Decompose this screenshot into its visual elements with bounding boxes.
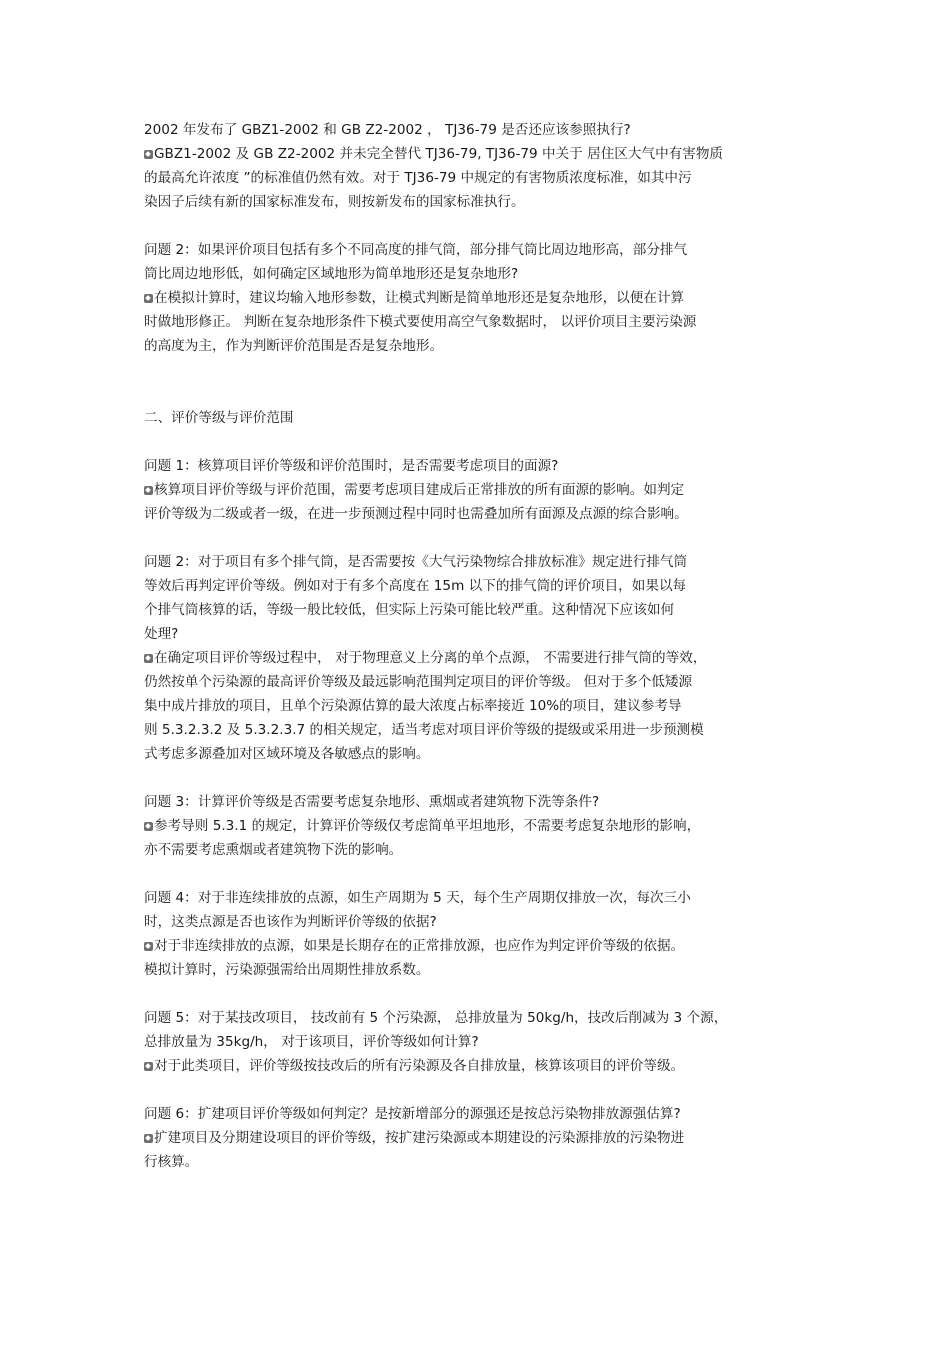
answer-line: 的高度为主，作为判断评价范围是否是复杂地形。 (144, 338, 444, 354)
answer-line: 则 5.3.2.3.2 及 5.3.2.3.7 的相关规定，适当考虑对项目评价等级的提级或采用进一步预测模 (144, 722, 704, 738)
question-line: 问题 4：对于非连续排放的点源，如生产周期为 5 天，每个生产周期仅排放一次，每次三小 (144, 890, 691, 906)
question-line: 处理? (144, 626, 179, 642)
answer-line: GBZ1-2002 及 GB Z2-2002 并未完全替代 TJ36-79, TJ36-79 中关于 居住区大气中有害物质 (144, 142, 814, 166)
question-line: 问题 1：核算项目评价等级和评价范围时，是否需要考虑项目的面源? (144, 458, 559, 474)
document-page (144, 118, 814, 1174)
answer-line: 评价等级为二级或者一级，在进一步预测过程中同时也需叠加所有面源及点源的综合影响。 (144, 506, 688, 522)
answer-bullet-icon (144, 1134, 153, 1143)
answer-line: 参考导则 5.3.1 的规定，计算评价等级仅考虑简单平坦地形，不需要考虑复杂地形的影响， (144, 814, 814, 838)
answer-bullet-icon (144, 654, 153, 663)
question-line: 问题 2：对于项目有多个排气筒，是否需要按《大气污染物综合排放标准》规定进行排气筒 (144, 554, 688, 570)
question-line: 问题 5：对于某技改项目， 技改前有 5 个污染源， 总排放量为 50kg/h，技改后削减为 3 个源， (144, 1010, 728, 1026)
answer-line: 对于非连续排放的点源，如果是长期存在的正常排放源，也应作为判定评价等级的依据。 (144, 934, 814, 958)
question-line: 筒比周边地形低，如何确定区域地形为简单地形还是复杂地形? (144, 266, 519, 282)
answer-line: 的最高允许浓度 ”的标准值仍然有效。对于 TJ36-79 中规定的有害物质浓度标准，如其中污 (144, 170, 692, 186)
question-line: 2002 年发布了 GBZ1-2002 和 GB Z2-2002 ， TJ36-79 是否还应该参照执行? (144, 122, 631, 138)
answer-bullet-icon (144, 150, 153, 159)
answer-line: 行核算。 (144, 1154, 199, 1170)
answer-line: 在模拟计算时，建议均输入地形参数，让模式判断是简单地形还是复杂地形，以便在计算 (144, 286, 814, 310)
answer-line: 染因子后续有新的国家标准发布，则按新发布的国家标准执行。 (144, 194, 525, 210)
question-line: 时，这类点源是否也该作为判断评价等级的依据? (144, 914, 437, 930)
answer-line: 核算项目评价等级与评价范围，需要考虑项目建成后正常排放的所有面源的影响。如判定 (144, 478, 814, 502)
answer-line: 集中成片排放的项目，且单个污染源估算的最大浓度占标率接近 10%的项目，建议参考导 (144, 698, 682, 714)
answer-bullet-icon (144, 1062, 153, 1071)
section-heading: 二、评价等级与评价范围 (144, 410, 294, 426)
answer-line: 仍然按单个污染源的最高评价等级及最远影响范围判定项目的评价等级。 但对于多个低矮源 (144, 674, 693, 690)
question-line: 个排气筒核算的话，等级一般比较低，但实际上污染可能比较严重。这种情况下应该如何 (144, 602, 675, 618)
question-line: 问题 6：扩建项目评价等级如何判定？是按新增部分的源强还是按总污染物排放源强估算? (144, 1106, 681, 1122)
answer-line: 在确定项目评价等级过程中， 对于物理意义上分离的单个点源， 不需要进行排气筒的等效， (144, 646, 814, 670)
question-line: 问题 2：如果评价项目包括有多个不同高度的排气筒，部分排气筒比周边地形高，部分排气 (144, 242, 688, 258)
question-line: 问题 3：计算评价等级是否需要考虑复杂地形、熏烟或者建筑物下洗等条件? (144, 794, 600, 810)
answer-bullet-icon (144, 486, 153, 495)
question-line: 总排放量为 35kg/h， 对于该项目，评价等级如何计算? (144, 1034, 479, 1050)
answer-line: 式考虑多源叠加对区域环境及各敏感点的影响。 (144, 746, 430, 762)
question-line: 等效后再判定评价等级。例如对于有多个高度在 15m 以下的排气筒的评价项目，如果以每 (144, 578, 687, 594)
answer-line: 时做地形修正。 判断在复杂地形条件下模式要使用高空气象数据时， 以评价项目主要污染源 (144, 314, 697, 330)
answer-bullet-icon (144, 294, 153, 303)
answer-line: 亦不需要考虑熏烟或者建筑物下洗的影响。 (144, 842, 403, 858)
answer-line: 扩建项目及分期建设项目的评价等级，按扩建污染源或本期建设的污染源排放的污染物进 (144, 1126, 814, 1150)
answer-bullet-icon (144, 822, 153, 831)
answer-line: 模拟计算时，污染源强需给出周期性排放系数。 (144, 962, 430, 978)
answer-bullet-icon (144, 942, 153, 951)
answer-line: 对于此类项目，评价等级按技改后的所有污染源及各自排放量，核算该项目的评价等级。 (144, 1054, 814, 1078)
